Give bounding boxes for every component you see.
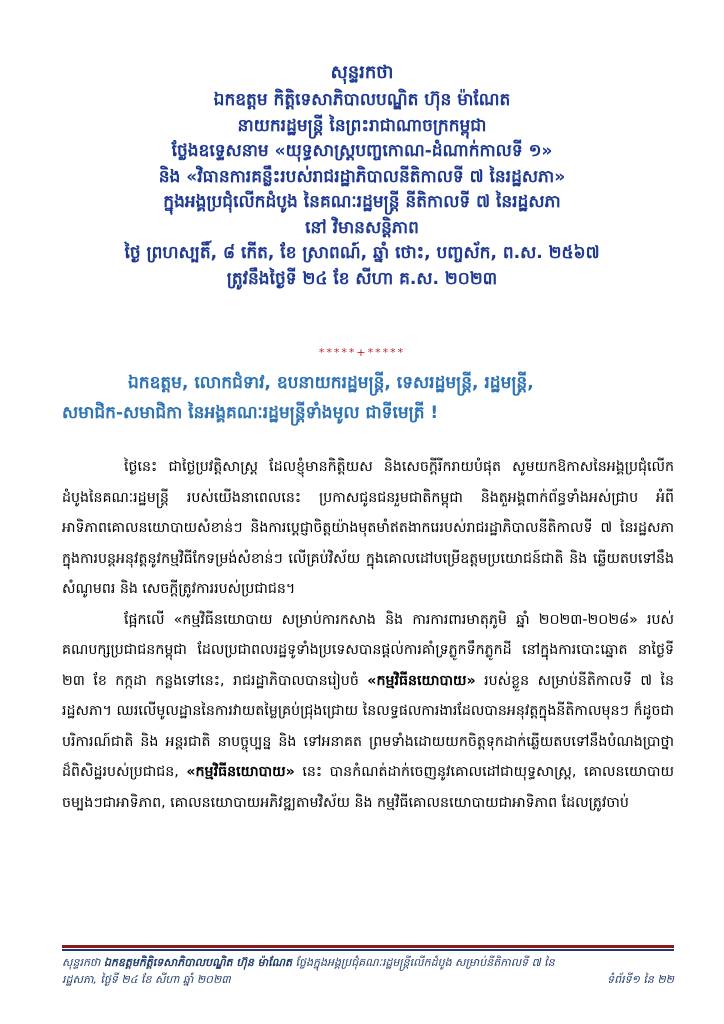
footer-line-2 <box>62 971 674 988</box>
heading-line-occasion: ក្នុងអង្គប្រជុំលើកដំបូង នៃគណៈរដ្ឋមន្ត្រី នីតិកាលទី ៧ នៃរដ្ឋសភា <box>163 192 561 212</box>
footer-rest: ថ្លែងក្នុងអង្គប្រជុំគណៈរដ្ឋមន្ត្រីលើកដំបូង សម្រាប់នីតិកាលទី ៧ នៃ <box>295 956 555 969</box>
page-number: ទំព័រទី១ នៃ ២២ <box>607 973 674 986</box>
heading-line-topic-2: និង «វិធានការគន្លឹះរបស់រាជរដ្ឋាភិបាលនីតិកាលទី ៧ នៃរដ្ឋសភា» <box>158 166 566 187</box>
document-heading <box>0 58 724 292</box>
paragraph-2-part-a: ផ្អែកលើ «កម្មវិធីនយោបាយ សម្រាប់ការកសាង និង ការការពារមាតុភូមិ ឆ្នាំ ២០២៣-២០២៨» របស់គណបក្សប្រជាជនកម្ពុជា ដែលប្រជាពលរដ្ឋទូទាំងប្រទេសបានផ្តល់ការគាំទ្រភ្លូកទឹកភ្លូកដី នៅក្នុងការបោះឆ្នោត នាថ្ងៃទី ២៣ ខែ កក្កដា កន្លងទៅនេះ, រាជរដ្ឋាភិបាលបានរៀបចំ <box>62 611 674 689</box>
heading-line-topic-1: ថ្លែងឧទ្ទេសនាម «យុទ្ធសាស្ត្របញ្ចកោណ-ដំណាក់កាលទី ១» <box>171 141 553 161</box>
salutation <box>62 368 662 428</box>
footer-rule-red <box>62 945 674 948</box>
heading-line-title: នាយករដ្ឋមន្ត្រី នៃព្រះរាជាណាចក្រកម្ពុជា <box>237 115 487 136</box>
heading-line-lunar-date: ថ្ងៃ ព្រហស្បតិ៍, ៨ កើត, ខែ ស្រាពណ៍, ឆ្នាំ ថោះ, បញ្ចស័ក, ព.ស. ២៥៦៧ <box>124 243 600 263</box>
ornament-divider: *****+***** <box>318 346 406 359</box>
footer-rule-blue <box>62 949 674 951</box>
footer-speaker: ឯកឧត្តមកិត្តិទេសាភិបាលបណ្ឌិត ហ៊ុន ម៉ាណែត <box>103 956 293 969</box>
speech-body <box>62 452 674 818</box>
footer-prefix: សុន្ទរកថា <box>62 956 101 969</box>
paragraph-2 <box>62 605 674 819</box>
program-title-1: «កម្មវិធីនយោបាយ» <box>367 672 476 689</box>
footer-line-1 <box>62 954 674 971</box>
salutation-line-2: សមាជិក-សមាជិកា នៃអង្គគណៈរដ្ឋមន្ត្រីទាំងមូល ជាទីមេត្រី ! <box>62 403 439 423</box>
heading-line-speech: សុន្ទរកថា <box>330 62 394 83</box>
footer-date: រដ្ឋសភា, ថ្ងៃទី ២៤ ខែ សីហា ឆ្នាំ ២០២៣ <box>62 973 231 986</box>
paragraph-2-part-e: នេះ បានកំណត់ដាក់ចេញនូវគោលដៅជាយុទ្ធសាស្ត្រ, គោលនយោបាយចម្បងៗជាអាទិភាព, គោលនយោបាយអភិវឌ្ឍតាមវិស័យ និង កម្មវិធីគោលនយោបាយជាអាទិភាព ដែលត្រូវចាប់ <box>62 764 674 811</box>
heading-line-date: ត្រូវនឹងថ្ងៃទី ២៤ ខែ សីហា គ.ស. ២០២៣ <box>226 268 498 289</box>
paragraph-1: ថ្ងៃនេះ ជាថ្ងៃប្រវត្តិសាស្ត្រ ដែលខ្ញុំមានកិត្តិយស និងសេចក្តីរីករាយបំផុត សូមយកឱកាសនៃអង្គប្រជុំលើកដំបូងនៃគណៈរដ្ឋមន្ត្រី របស់យើងនាពេលនេះ ប្រកាសជូនជនរួមជាតិកម្ពុជា និងតួអង្គពាក់ព័ន្ធទាំងអស់ជ្រាប អំពីអាទិភាពគោលនយោបាយសំខាន់ៗ និងការប្តេជ្ញាចិត្តយ៉ាងមុតមាំឥតងាករេរបស់រាជរដ្ឋាភិបាលនីតិកាលទី ៧ នៃរដ្ឋសភា ក្នុងការបន្តអនុវត្តនូវកម្មវិធីកែទម្រង់សំខាន់ៗ លើគ្រប់វិស័យ ក្នុងគោលដៅបម្រើឧត្តមប្រយោជន៍ជាតិ និង ឆ្លើយតបទៅនឹងសំណូមពរ និង សេចក្តីត្រូវការរបស់ប្រជាជន។ <box>62 459 674 597</box>
page-footer <box>62 954 674 988</box>
heading-line-speaker: ឯកឧត្តម កិត្តិទេសាភិបាលបណ្ឌិត ហ៊ុន ម៉ាណែត <box>213 90 511 110</box>
paragraph-2-part-c: របស់ខ្លួន សម្រាប់នីតិកាលទី ៧ នៃរដ្ឋសភា។ ឈរលើមូលដ្ឋាននៃការវាយតម្លៃគ្រប់ជ្រុងជ្រោយ នៃលទ្ធផលការងារដែលបានអនុវត្តក្នុងនីតិកាលមុនៗ ក៏ដូចជាបរិការណ៍ជាតិ និង អន្តរជាតិ នាបច្ចុប្បន្ន និង ទៅអនាគត ព្រមទាំងដោយយកចិត្តទុកដាក់ឆ្លើយតបទៅនឹងបំណងប្រាថ្នាដ៏ពិសិដ្ឋរបស់ប្រជាជន, <box>62 672 674 780</box>
program-title-2: «កម្មវិធីនយោបាយ» <box>186 764 295 780</box>
salutation-line-1: ឯកឧត្តម, លោកជំទាវ, ឧបនាយករដ្ឋមន្ត្រី, ទេសរដ្ឋមន្ត្រី, រដ្ឋមន្ត្រី, <box>128 373 534 393</box>
heading-line-venue: នៅ វិមានសន្តិភាព <box>305 217 419 238</box>
